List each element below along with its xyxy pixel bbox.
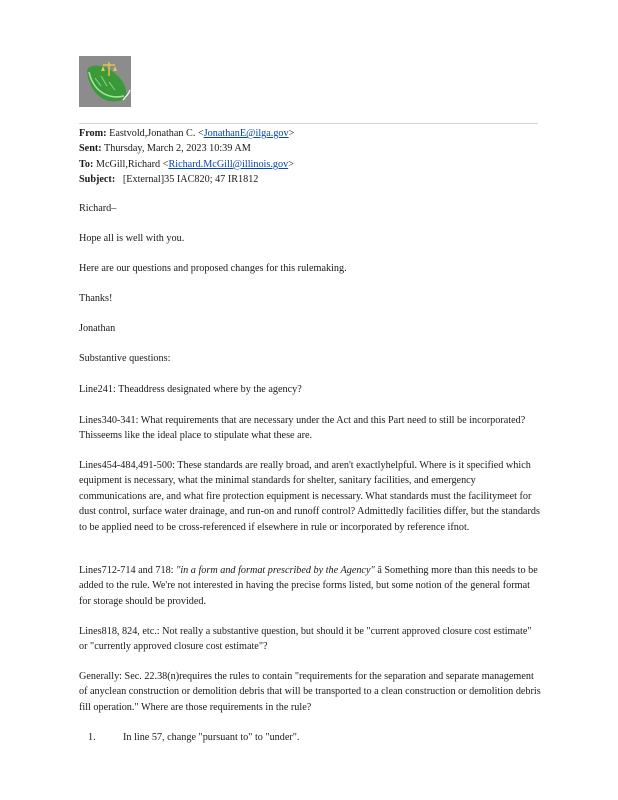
hope-line: Hope all is well with you. bbox=[79, 233, 185, 244]
sent-row bbox=[79, 141, 539, 156]
to-label: To: bbox=[79, 158, 94, 170]
intro-line: Here are our questions and proposed changes for this rulemaking. bbox=[79, 263, 347, 274]
question-5: Lines818, 824, etc.: Not really a substantive question, but should it be "current approved closure cost estimate" or "currently approved closure cost estimate"? bbox=[79, 626, 532, 653]
item-number: 1. bbox=[88, 732, 96, 743]
sent-label: Sent: bbox=[79, 143, 102, 155]
subject-label: Subject: bbox=[79, 173, 116, 185]
to-name: McGill,Richard < bbox=[95, 158, 169, 170]
to-email-link[interactable]: Richard.McGill@illinois.gov bbox=[168, 158, 289, 170]
question-4-suffix: â Something more than this needs to be added to the rule. We're not interested in having the precise forms listed, but some notion of the general format for storage should be provided. bbox=[79, 565, 538, 607]
signoff-line: Jonathan bbox=[79, 323, 116, 334]
question-4-quote: "in a form and format prescribed by the Agency" bbox=[176, 565, 375, 576]
thanks-line: Thanks! bbox=[79, 293, 113, 304]
header-divider bbox=[79, 123, 538, 124]
question-4-prefix: Lines712-714 and 718: bbox=[79, 565, 177, 576]
salutation: Richard– bbox=[79, 203, 117, 214]
question-1: Line241: Theaddress designated where by the agency? bbox=[79, 384, 302, 395]
question-3: Lines454-484,491-500: These standards are really broad, and aren't exactlyhelpful. Where is it specified which equipment is necessary, what the minimal standards for shelter, sanitary facilities, and emergency communications are, and what fire protection equipment is necessary. What standards must the facilitymeet for dust control, surface water drainage, and run-on and runoff control? Admittedly facilities differ, but the standards to be applied need to be cross-referenced if elsewhere in rule or incorporated by reference ifnot. bbox=[79, 460, 540, 533]
to-row bbox=[79, 157, 539, 172]
from-close: > bbox=[288, 128, 295, 139]
from-name: Eastvold,Jonathan C. < bbox=[109, 128, 204, 139]
substantive-heading: Substantive questions: bbox=[79, 353, 171, 364]
from-row bbox=[79, 126, 539, 141]
question-2: Lines340-341: What requirements that are necessary under the Act and this Part need to still be incorporated? Thisseems like the ideal place to stipulate what these are. bbox=[79, 415, 526, 442]
subject-value: [External]35 IAC820; 47 IR1812 bbox=[122, 173, 259, 185]
question-6: Generally: Sec. 22.38(n)requires the rules to contain "requirements for the separation and separate management of anyclean construction or demolition debris that will be transported to a clean construction or demolition debris fill operation." Where are those requirements in the rule? bbox=[79, 671, 541, 713]
from-label: From: bbox=[79, 128, 107, 139]
question-4 bbox=[79, 563, 541, 609]
to-close: > bbox=[288, 158, 294, 170]
subject-row bbox=[79, 172, 539, 187]
email-headers bbox=[79, 126, 539, 187]
item-text: In line 57, change "pursuant to" to "under". bbox=[123, 732, 300, 743]
numbered-item-1 bbox=[79, 730, 541, 745]
from-email-link[interactable]: JonathanE@ilga.gov bbox=[203, 128, 289, 139]
sent-value: Thursday, March 2, 2023 10:39 AM bbox=[104, 143, 251, 155]
leaf-logo bbox=[79, 56, 131, 107]
